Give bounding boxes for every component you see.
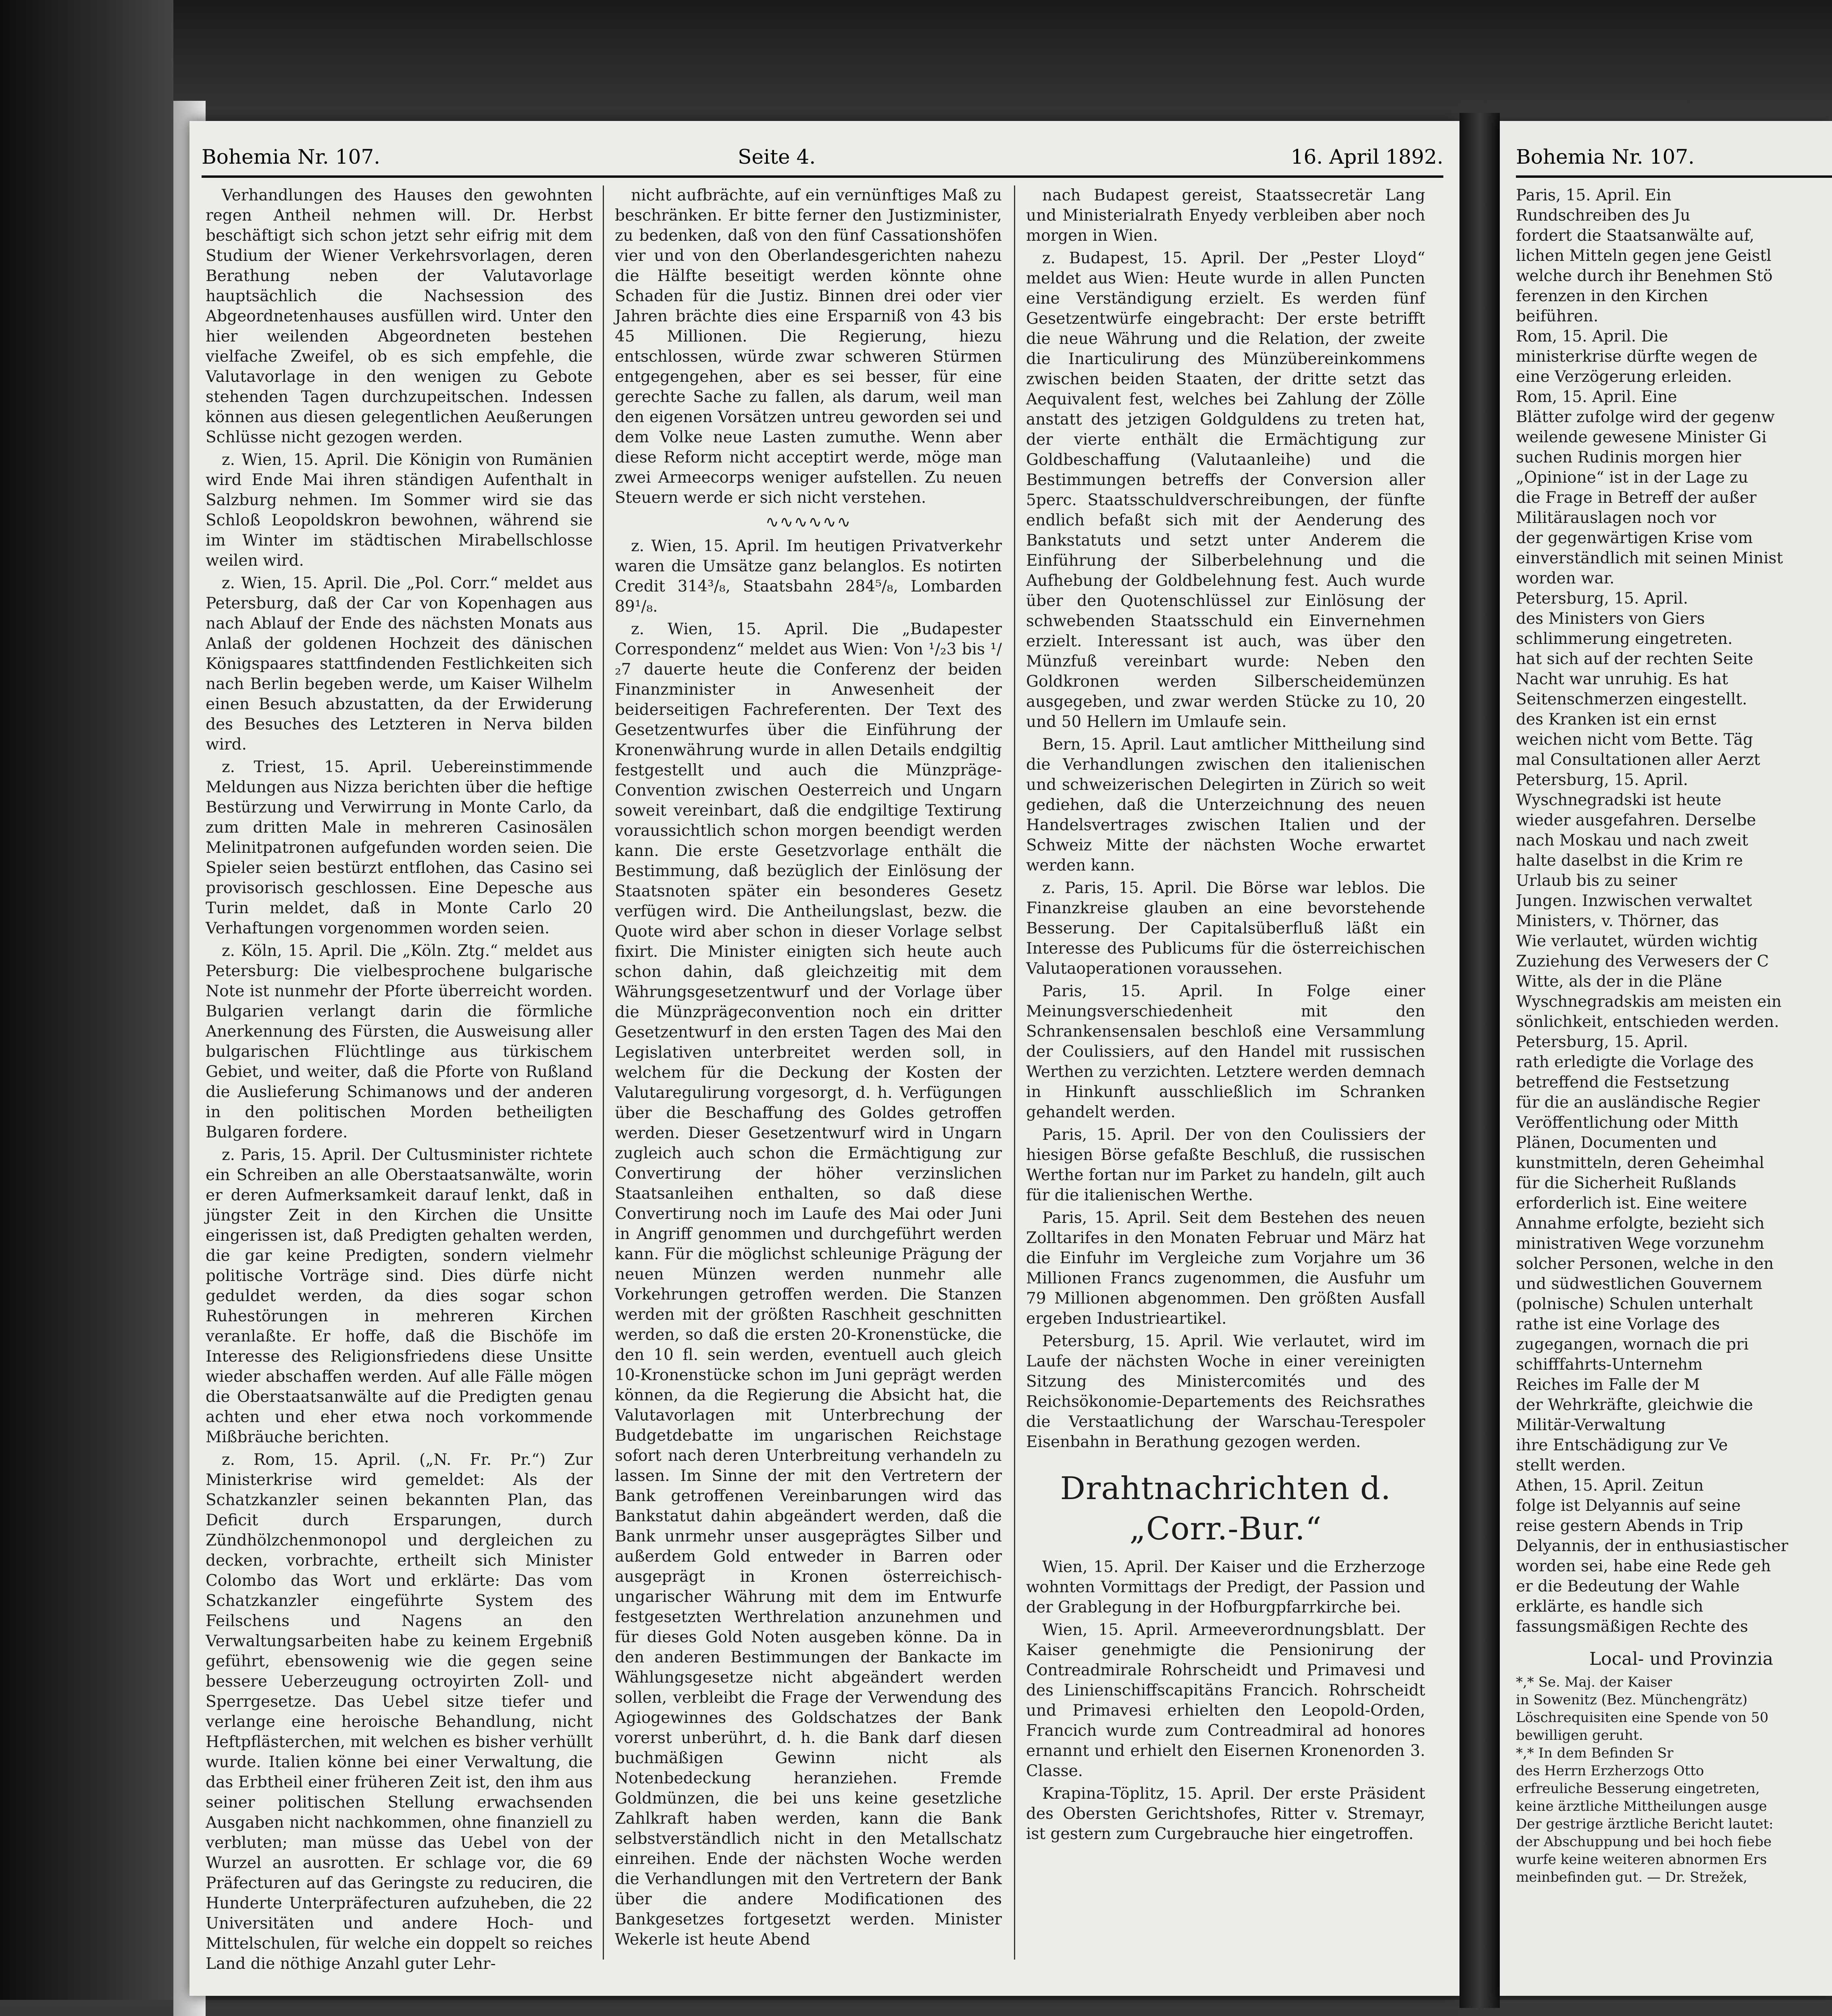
article-paragraph: z. Köln, 15. April. Die „Köln. Ztg.“ meldet aus Petersburg: Die vielbesprochene bulgarische Note ist nunmehr der Pforte überreicht worden. Bulgarien verlangt darin die förmliche Anerkennung des Fürsten, die Ausweisung aller bulgarischen Flüchtlinge aus türkischem Gebiet, und weiter, daß die Pforte von Rußland die Auslieferung Schimanows und der anderen in den politischen Morden betheiligten Bulgaren fordere. <box>206 942 593 1141</box>
adjacent-line: Petersburg, 15. April. <box>1516 1033 1688 1051</box>
page-number: Seite 4. <box>738 145 816 169</box>
scanner-background-top <box>0 0 1832 133</box>
adjacent-line: Militärauslagen noch vor <box>1516 509 1716 527</box>
adjacent-line: Urlaub bis zu seiner <box>1516 872 1678 890</box>
column-1 <box>206 185 593 1976</box>
adjacent-line: der Wehrkräfte, gleichwie die <box>1516 1396 1753 1414</box>
article-paragraph: z. Rom, 15. April. („N. Fr. Pr.“) Zur Ministerkrise wird gemeldet: Als der Schatzkanzler seinen bekannten Plan, das Deficit durch Ersparungen, durch Zündhölzchenmonopol und dergleichen zu decken, vorbrachte, ertheilt sich Minister Colombo das Wort und erklärte: Das vom Schatzkanzler eingeführte System des Feilschens und Nagens an den Verwaltungsarbeiten habe zu keinem Ergebniß geführt, ebensowenig wie die gegen seine bessere Ueberzeugung octroyirten Zoll- und Sperrgesetze. Das Uebel sitze tiefer und verlange eine heroische Behandlung, nicht Heftpflästerchen, mit welchen es bisher verhüllt wurde. Italien könne bei einer Verwaltung, die das Erbtheil einer früheren Zeit ist, den ihm aus seiner politischen Stellung erwachsenden Ausgaben nicht nachkommen, ohne finanziell zu verbluten; man müsse das Uebel von der Wurzel an ausrotten. Er schlage vor, die 69 Präfecturen auf das Geringste zu reduciren, die Hunderte Unterpräfecturen aufzuheben, die 22 Universitäten und andere Hoch- und Mittelschulen, für welche ein doppelt so reiches Land die nöthige Anzahl guter Lehr- <box>206 1451 593 1973</box>
adjacent-page <box>1500 121 1832 1996</box>
adjacent-line: Wyschnegradski ist heute <box>1516 791 1722 809</box>
article-paragraph: z. Wien, 15. April. Die „Pol. Corr.“ meldet aus Petersburg, daß der Car von Kopenhagen aus nach Ablauf der Ende des nächsten Monats aus Anlaß der goldenen Hochzeit des dänischen Königspaares stattfindenden Festlichkeiten sich nach Berlin begeben werde, um Kaiser Wilhelm einen Besuch abzustatten, da der Erwiderung des Besuches des Letzteren in Nerva bilden wird. <box>206 574 593 754</box>
adjacent-line: Petersburg, 15. April. <box>1516 771 1688 789</box>
article-paragraph: nach Budapest gereist, Staatssecretär Lang und Ministerialrath Enyedy verbleiben aber noch morgen in Wien. <box>1026 186 1425 245</box>
adjacent-line: in Sowenitz (Bez. Münchengrätz) <box>1516 1692 1748 1708</box>
adjacent-line: ministerkrise dürfte wegen de <box>1516 348 1758 366</box>
article-paragraph: Paris, 15. April. Der von den Coulissiers der hiesigen Börse gefaßte Beschluß, die russischen Werthe fortan nur im Parket zu handeln, gilt auch für die italienischen Werthe. <box>1026 1126 1425 1204</box>
masthead: Bohemia Nr. 107. <box>202 145 381 169</box>
adjacent-line: suchen Rudinis morgen hier <box>1516 448 1741 467</box>
article-paragraph: z. Wien, 15. April. Die „Budapester Correspondenz“ meldet aus Wien: Von ¹/₂3 bis ¹/₂7 dauerte heute die Conferenz der beiden Finanzminister in Anwesenheit der beiderseitigen Fachreferenten. Der Text des Gesetzentwurfes über die Einführung der Kronenwährung wurde in allen Details endgiltig festgestellt und auch die Münzpräge-Convention zwischen Oesterreich und Ungarn soweit vereinbart, daß die endgiltige Textirung voraussichtlich schon morgen beendigt werden kann. Die erste Gesetzvorlage enthält die Bestimmung, daß bezüglich der Einlösung der Staatsnoten später ein besonderes Gesetz verfügen wird. Die Antheilungslast, bezw. die Quote wird aber schon in dieser Vorlage selbst fixirt. Die Minister einigten sich heute auch schon dahin, daß gleichzeitig mit dem Währungsgesetzentwurf und der Vorlage über die Münzprägeconvention noch ein dritter Gesetzentwurf in den ersten Tagen des Mai den Legislativen unterbreitet werden soll, in welchem für die Deckung der Kosten der Valutaregulirung vorgesorgt, d. h. Verfügungen über die Beschaffung des Goldes getroffen werden. Dieser Gesetzentwurf wird in Ungarn zugleich auch schon die Ermächtigung zur Convertirung der höher verzinslichen Staatsanleihen enthalten, so daß diese Convertirung noch im Laufe des Mai oder Juni in Angriff genommen und durchgeführt werden kann. Für die möglichst schleunige Prägung der neuen Münzen werden nunmehr alle Vorkehrungen getroffen werden. Die Stanzen werden mit der größten Raschheit geschnitten werden, so daß die ersten 20-Kronenstücke, die den 10 fl. sein werden, eventuell auch gleich 10-Kronenstücke schon im Juni geprägt werden können, da die Regierung die Absicht hat, die Valutavorlagen mit Unterbrechung der Budgetdebatte im ungarischen Reichstage sofort nach deren Unterbreitung verhandeln zu lassen. Im Sinne der mit den Vertretern der Bank getroffenen Vereinbarungen wird das Bankstatut dahin abgeändert werden, daß die Bank unrmehr unser ausgeprägtes Silber und außerdem Gold entweder in Barren oder ausgeprägt in Kronen österreichisch-ungarischer Währung mit dem im Entwurfe festgesetzten Werthrelation anzunehmen und für dieses Gold Noten ausgeben könne. Da in den anderen Bestimmungen der Bankacte im Wählungsgesetze nicht abgeändert werden sollen, verbleibt die Frage der Verwendung des Agiogewinnes des Goldschatzes der Bank vorerst unberührt, d. h. die Bank darf diesen buchmäßigen Gewinn nicht als Notenbedeckung heranziehen. Fremde Goldmünzen, die bei uns keine gesetzliche Zahlkraft haben werden, kann die Bank selbstverständlich nicht in den Metallschatz einreihen. Ende der nächsten Woche werden die Verhandlungen mit den Vertretern der Bank über die andere Modificationen des Bankgesetzes fortgesetzt werden. Minister Wekerle ist heute Abend <box>615 620 1002 1949</box>
adjacent-line: für die Sicherheit Rußlands <box>1516 1174 1736 1192</box>
adjacent-line: *,* Se. Maj. der Kaiser <box>1516 1674 1672 1690</box>
issue-date: 16. April 1892. <box>1291 145 1443 169</box>
adjacent-section-heading: Local- und Provinzia <box>1589 1649 1774 1669</box>
adjacent-line: fassungsmäßigen Rechte des <box>1516 1618 1748 1636</box>
adjacent-line: meinbefinden gut. — Dr. Strežek, <box>1516 1869 1748 1885</box>
adjacent-line: Athen, 15. April. Zeitun <box>1516 1477 1704 1495</box>
adjacent-line: wurfe keine weiteren abnormen Ers <box>1516 1851 1767 1868</box>
section-heading: Drahtnachrichten d. „Corr.-Bur.“ <box>1060 1470 1391 1547</box>
adjacent-line: ministrativen Wege vorzunehm <box>1516 1235 1764 1253</box>
adjacent-line: die Frage in Betreff der außer <box>1516 489 1757 507</box>
adjacent-line: beiführen. <box>1516 307 1599 325</box>
adjacent-line: Wie verlautet, würden wichtig <box>1516 932 1758 950</box>
adjacent-line: weichen nicht vom Bette. Täg <box>1516 731 1753 749</box>
adjacent-line: wieder ausgefahren. Derselbe <box>1516 811 1756 829</box>
scanner-background-bottom <box>0 2000 1832 2016</box>
adjacent-line: betreffend die Festsetzung <box>1516 1073 1730 1091</box>
adjacent-line: Seitenschmerzen eingestellt. <box>1516 690 1747 708</box>
adjacent-line: Militär-Verwaltung <box>1516 1416 1666 1434</box>
article-paragraph: Paris, 15. April. Seit dem Bestehen des neuen Zolltarifes in den Monaten Februar und März hat die Einfuhr im Vergleiche zum Vorjahre um 36 Millionen Francs zugenommen, die Ausfuhr um 79 Millionen abgenommen. Den größten Ausfall ergeben Industrieartikel. <box>1026 1209 1425 1328</box>
adjacent-line: Witte, als der in die Pläne <box>1516 973 1722 991</box>
article-paragraph: Paris, 15. April. In Folge einer Meinungsverschiedenheit mit den Schrankensensalen beschloß eine Versammlung der Coulissiers, auf den Handel mit russischen Werthen zu verzichten. Letztere werden demnach in Hinkunft ausschließlich im Schranken gehandelt werden. <box>1026 982 1425 1121</box>
adjacent-line: des Ministers von Giers <box>1516 610 1705 628</box>
adjacent-line: reise gestern Abends in Trip <box>1516 1517 1743 1535</box>
adjacent-line: er die Bedeutung der Wahle <box>1516 1577 1740 1595</box>
adjacent-line: bewilligen geruht. <box>1516 1727 1643 1743</box>
adjacent-line: lichen Mitteln gegen jene Geistl <box>1516 247 1772 265</box>
article-paragraph: nicht aufbrächte, auf ein vernünftiges Maß zu beschränken. Er bitte ferner den Justizminister, zu bedenken, daß von den fünf Cassationshöfen vier und von den Oberlandesgerichten nahezu die Hälfte beseitigt werden könnte ohne Schaden für die Justiz. Binnen drei oder vier Jahren brächte dies eine Ersparniß von 43 bis 45 Millionen. Die Regierung, hiezu entschlossen, würde zwar schweren Stürmen entgegengehen, aber es sei besser, für eine gerechte Sache zu fallen, als darum, weil man den eigenen Vorsätzen untreu geworden sei und dem Volke neue Lasten zumuthe. Wenn aber diese Reform nicht acceptirt werde, möge man zwei Armeecorps weniger aufstellen. Zu neuen Steuern werde er sich nicht verstehen. <box>615 186 1002 507</box>
adjacent-line: Wyschnegradskis am meisten ein <box>1516 993 1782 1011</box>
column-divider <box>603 185 604 1960</box>
article-paragraph: z. Wien, 15. April. Im heutigen Privatverkehr waren die Umsätze ganz belanglos. Es notirten Credit 314³/₈, Staatsbahn 284⁵/₈, Lombarden 89¹/₈. <box>615 537 1002 616</box>
column-3 <box>1026 185 1425 1847</box>
adjacent-line: worden sei, habe eine Rede geh <box>1516 1557 1771 1575</box>
adjacent-line: für die an ausländische Regier <box>1516 1093 1760 1112</box>
adjacent-line: einverständlich mit seinen Minist <box>1516 549 1783 567</box>
adjacent-line: schlimmerung eingetreten. <box>1516 630 1733 648</box>
adjacent-line: keine ärztliche Mittheilungen ausge <box>1516 1798 1767 1814</box>
adjacent-line: der Abschuppung und bei hoch fiebe <box>1516 1834 1772 1850</box>
adjacent-line: eine Verzögerung erleiden. <box>1516 368 1732 386</box>
adjacent-line: solcher Personen, welche in den <box>1516 1255 1774 1273</box>
adjacent-line: zugegangen, wornach die pri <box>1516 1335 1749 1354</box>
adjacent-line: fordert die Staatsanwälte auf, <box>1516 227 1755 245</box>
adjacent-line: welche durch ihr Benehmen Stö <box>1516 267 1773 285</box>
adjacent-line: Plänen, Documenten und <box>1516 1134 1717 1152</box>
adjacent-line: nach Moskau und nach zweit <box>1516 831 1749 850</box>
adjacent-line: schifffahrts-Unternehm <box>1516 1356 1703 1374</box>
article-paragraph: z. Triest, 15. April. Uebereinstimmende Meldungen aus Nizza berichten über die heftige Bestürzung und Verwirrung in Monte Carlo, da zum dritten Male in mehreren Casinosälen Melinitpatronen aufgefunden worden seien. Die Spieler seien bestürzt entflohen, das Casino sei provisorisch geschlossen. Eine Depesche aus Turin meldet, daß in Monte Carlo 20 Verhaftungen vorgenommen worden seien. <box>206 758 593 937</box>
column-2 <box>615 185 1002 1952</box>
adjacent-line: erklärte, es handle sich <box>1516 1597 1703 1616</box>
adjacent-line: Annahme erfolgte, bezieht sich <box>1516 1214 1765 1233</box>
adjacent-line: worden war. <box>1516 569 1615 587</box>
article-paragraph: Verhandlungen des Hauses den gewohnten regen Antheil nehmen will. Dr. Herbst beschäftigt sich schon jetzt sehr eifrig mit dem Studium der Wiener Verkehrsvorlagen, deren Berathung neben der Valutavorlage hauptsächlich die Nachsession des Abgeordnetenhauses ausfüllen wird. Unter den hier weilenden Abgeordneten bestehen vielfache Zweifel, ob es sich empfehle, die Valutavorlage in den wenigen zu Gebote stehenden Tagen durchzupeitschen. Indessen können aus diesen gelegentlichen Aeußerungen Schlüsse nicht gezogen werden. <box>206 186 593 446</box>
header-rule <box>1516 175 1832 178</box>
adjacent-line: halte daselbst in die Krim re <box>1516 852 1743 870</box>
adjacent-line: Delyannis, der in enthusiastischer <box>1516 1537 1788 1555</box>
article-paragraph: Bern, 15. April. Laut amtlicher Mittheilung sind die Verhandlungen zwischen den italienischen und schweizerischen Delegirten in Zürich so weit gediehen, daß die Unterzeichnung des neuen Handelsvertrages zwischen Italien und der Schweiz Mitte der nächsten Woche erwartet werden kann. <box>1026 735 1425 875</box>
adjacent-line: Petersburg, 15. April. <box>1516 589 1688 608</box>
adjacent-line: und südwestlichen Gouvernem <box>1516 1275 1763 1293</box>
article-paragraph: Krapina-Töplitz, 15. April. Der erste Präsident des Obersten Gerichtshofes, Ritter v. Stremayr, ist gestern zum Curgebrauche hier eingetroffen. <box>1026 1785 1425 1843</box>
adjacent-line: Rundschreiben des Ju <box>1516 206 1690 225</box>
adjacent-line: Nacht war unruhig. Es hat <box>1516 670 1728 688</box>
adjacent-line: ferenzen in den Kirchen <box>1516 287 1708 305</box>
adjacent-line: (polnische) Schulen unterhalt <box>1516 1295 1753 1313</box>
adjacent-line: des Herrn Erzherzogs Otto <box>1516 1763 1704 1779</box>
article-paragraph: z. Wien, 15. April. Die Königin von Rumänien wird Ende Mai ihren ständigen Aufenthalt in Salzburg nehmen. Im Sommer wird sie das Schloß Leopoldskron bewohnen, während sie im Winter im städtischen Mirabellschlosse weilen wird. <box>206 451 593 570</box>
header-rule <box>202 175 1443 178</box>
adjacent-line: folge ist Delyannis auf seine <box>1516 1497 1741 1515</box>
adjacent-masthead: Bohemia Nr. 107. <box>1516 145 1695 169</box>
adjacent-line: der gegenwärtigen Krise vom <box>1516 529 1753 547</box>
article-paragraph: z. Paris, 15. April. Der Cultusminister richtete ein Schreiben an alle Oberstaatsanwälte, worin er deren Aufmerksamkeit darauf lenkt, daß in jüngster Zeit in den Kirchen die Unsitte eingerissen ist, daß Predigten gehalten werden, die gar keine Predigten, sondern vielmehr politische Vorträge sind. Dies dürfe nicht geduldet werden, da dies sogar schon Ruhestörungen in mehreren Kirchen veranlaßte. Er hoffe, daß die Bischöfe im Interesse des Religionsfriedens diese Unsitte wieder abschaffen werden. Auf alle Fälle mögen die Oberstaatsanwälte auf die Predigten genau achten und eher etwa noch vorkommende Mißbräuche berichten. <box>206 1146 593 1446</box>
adjacent-line: weilende gewesene Minister Gi <box>1516 428 1767 446</box>
adjacent-line: Blätter zufolge wird der gegenw <box>1516 408 1775 426</box>
adjacent-line: kunstmitteln, deren Geheimhal <box>1516 1154 1764 1172</box>
adjacent-line: stellt werden. <box>1516 1456 1626 1475</box>
adjacent-line: erforderlich ist. Eine weitere <box>1516 1194 1747 1212</box>
adjacent-line: Ministers, v. Thörner, das <box>1516 912 1719 930</box>
book-spine-edge <box>0 0 173 2016</box>
adjacent-line: Jungen. Inzwischen verwaltet <box>1516 892 1752 910</box>
adjacent-line: Rom, 15. April. Die <box>1516 327 1668 346</box>
adjacent-line: Zuziehung des Verwesers der C <box>1516 952 1769 971</box>
adjacent-line: Der gestrige ärztliche Bericht lautet: <box>1516 1816 1774 1832</box>
adjacent-line: rath erledigte die Vorlage des <box>1516 1053 1754 1071</box>
article-paragraph: z. Paris, 15. April. Die Börse war leblos. Die Finanzkreise glauben an eine bevorstehende Besserung. Der Capitalsüberfluß läßt ein Interesse des Publicums für die österreichischen Valutaoperationen voraussehen. <box>1026 879 1425 978</box>
newspaper-page <box>189 121 1459 1996</box>
wavy-separator: ∿∿∿∿∿∿ <box>765 513 851 531</box>
adjacent-line: Veröffentlichung oder Mitth <box>1516 1114 1739 1132</box>
article-paragraph: Wien, 15. April. Armeeverordnungsblatt. Der Kaiser genehmigte die Pensionirung der Contreadmirale Rohrscheidt und Primavesi und des Linienschiffscapitäns Francich. Rohrscheidt und Primavesi erhielten den Leopold-Orden, Francich wurde zum Contreadmiral ad honores ernannt und erhielt den Eisernen Kronenorden 3. Classe. <box>1026 1621 1425 1780</box>
article-paragraph: Wien, 15. April. Der Kaiser und die Erzherzoge wohnten Vormittags der Predigt, der Passion und der Grablegung in der Hofburgpfarrkirche bei. <box>1026 1558 1425 1616</box>
adjacent-line: des Kranken ist ein ernst <box>1516 710 1716 729</box>
book-gutter <box>1459 113 1500 2008</box>
article-paragraph: z. Budapest, 15. April. Der „Pester Lloyd“ meldet aus Wien: Heute wurde in allen Puncten eine Verständigung erzielt. Es werden fünf Gesetzentwürfe eingebracht: Der erste betrifft die neue Währung und die Relation, der zweite die Inarticulirung des Münzübereinkommens zwischen beiden Staaten, der dritte setzt das Aequivalent fest, welches bei Zahlung der Zölle anstatt des jetzigen Goldguldens zu treten hat, der vierte enthält die Ermächtigung zur Goldbeschaffung (Valutaanleihe) und die Bestimmungen betreffs der Conversion aller 5perc. Staatsschuldverschreibungen, der fünfte endlich befaßt sich mit der Aenderung des Bankstatuts und setzt unter Anderem die Einführung der Silberbelehnung und die Aufhebung der Goldbelehnung fest. Auch wurde über den Quotenschlüssel zur Einlösung der schwebenden Staatsschuld ein Einvernehmen erzielt. Interessant ist auch, was über den Münzfuß vereinbart wurde: Neben den Goldkronen werden Silberscheidemünzen ausgegeben, und zwar werden Stücke zu 10, 20 und 50 Hellern im Umlaufe sein. <box>1026 249 1425 731</box>
adjacent-line: *,* In dem Befinden Sr <box>1516 1745 1674 1761</box>
page-header <box>202 145 1443 173</box>
adjacent-line: sönlichkeit, entschieden werden. <box>1516 1013 1779 1031</box>
adjacent-line: hat sich auf der rechten Seite <box>1516 650 1753 668</box>
adjacent-line: „Opinione“ ist in der Lage zu <box>1516 469 1749 487</box>
adjacent-line: ihre Entschädigung zur Ve <box>1516 1436 1728 1454</box>
adjacent-line: Reiches im Falle der M <box>1516 1376 1700 1394</box>
adjacent-line: rathe ist eine Vorlage des <box>1516 1315 1720 1333</box>
article-paragraph: Petersburg, 15. April. Wie verlautet, wird im Laufe der nächsten Woche in einer vereinigten Sitzung des Ministercomités und des Reichsökonomie-Departements des Reichsrathes die Verstaatlichung der Warschau-Terespoler Eisenbahn in Berathung gezogen werden. <box>1026 1332 1425 1451</box>
column-divider <box>1014 185 1015 1960</box>
adjacent-line: Rom, 15. April. Eine <box>1516 388 1677 406</box>
adjacent-line: Paris, 15. April. Ein <box>1516 186 1672 204</box>
adjacent-column <box>1516 185 1832 1886</box>
adjacent-line: mal Consultationen aller Aerzt <box>1516 751 1760 769</box>
adjacent-line: Löschrequisiten eine Spende von 50 <box>1516 1710 1769 1726</box>
adjacent-line: erfreuliche Besserung eingetreten, <box>1516 1781 1760 1797</box>
